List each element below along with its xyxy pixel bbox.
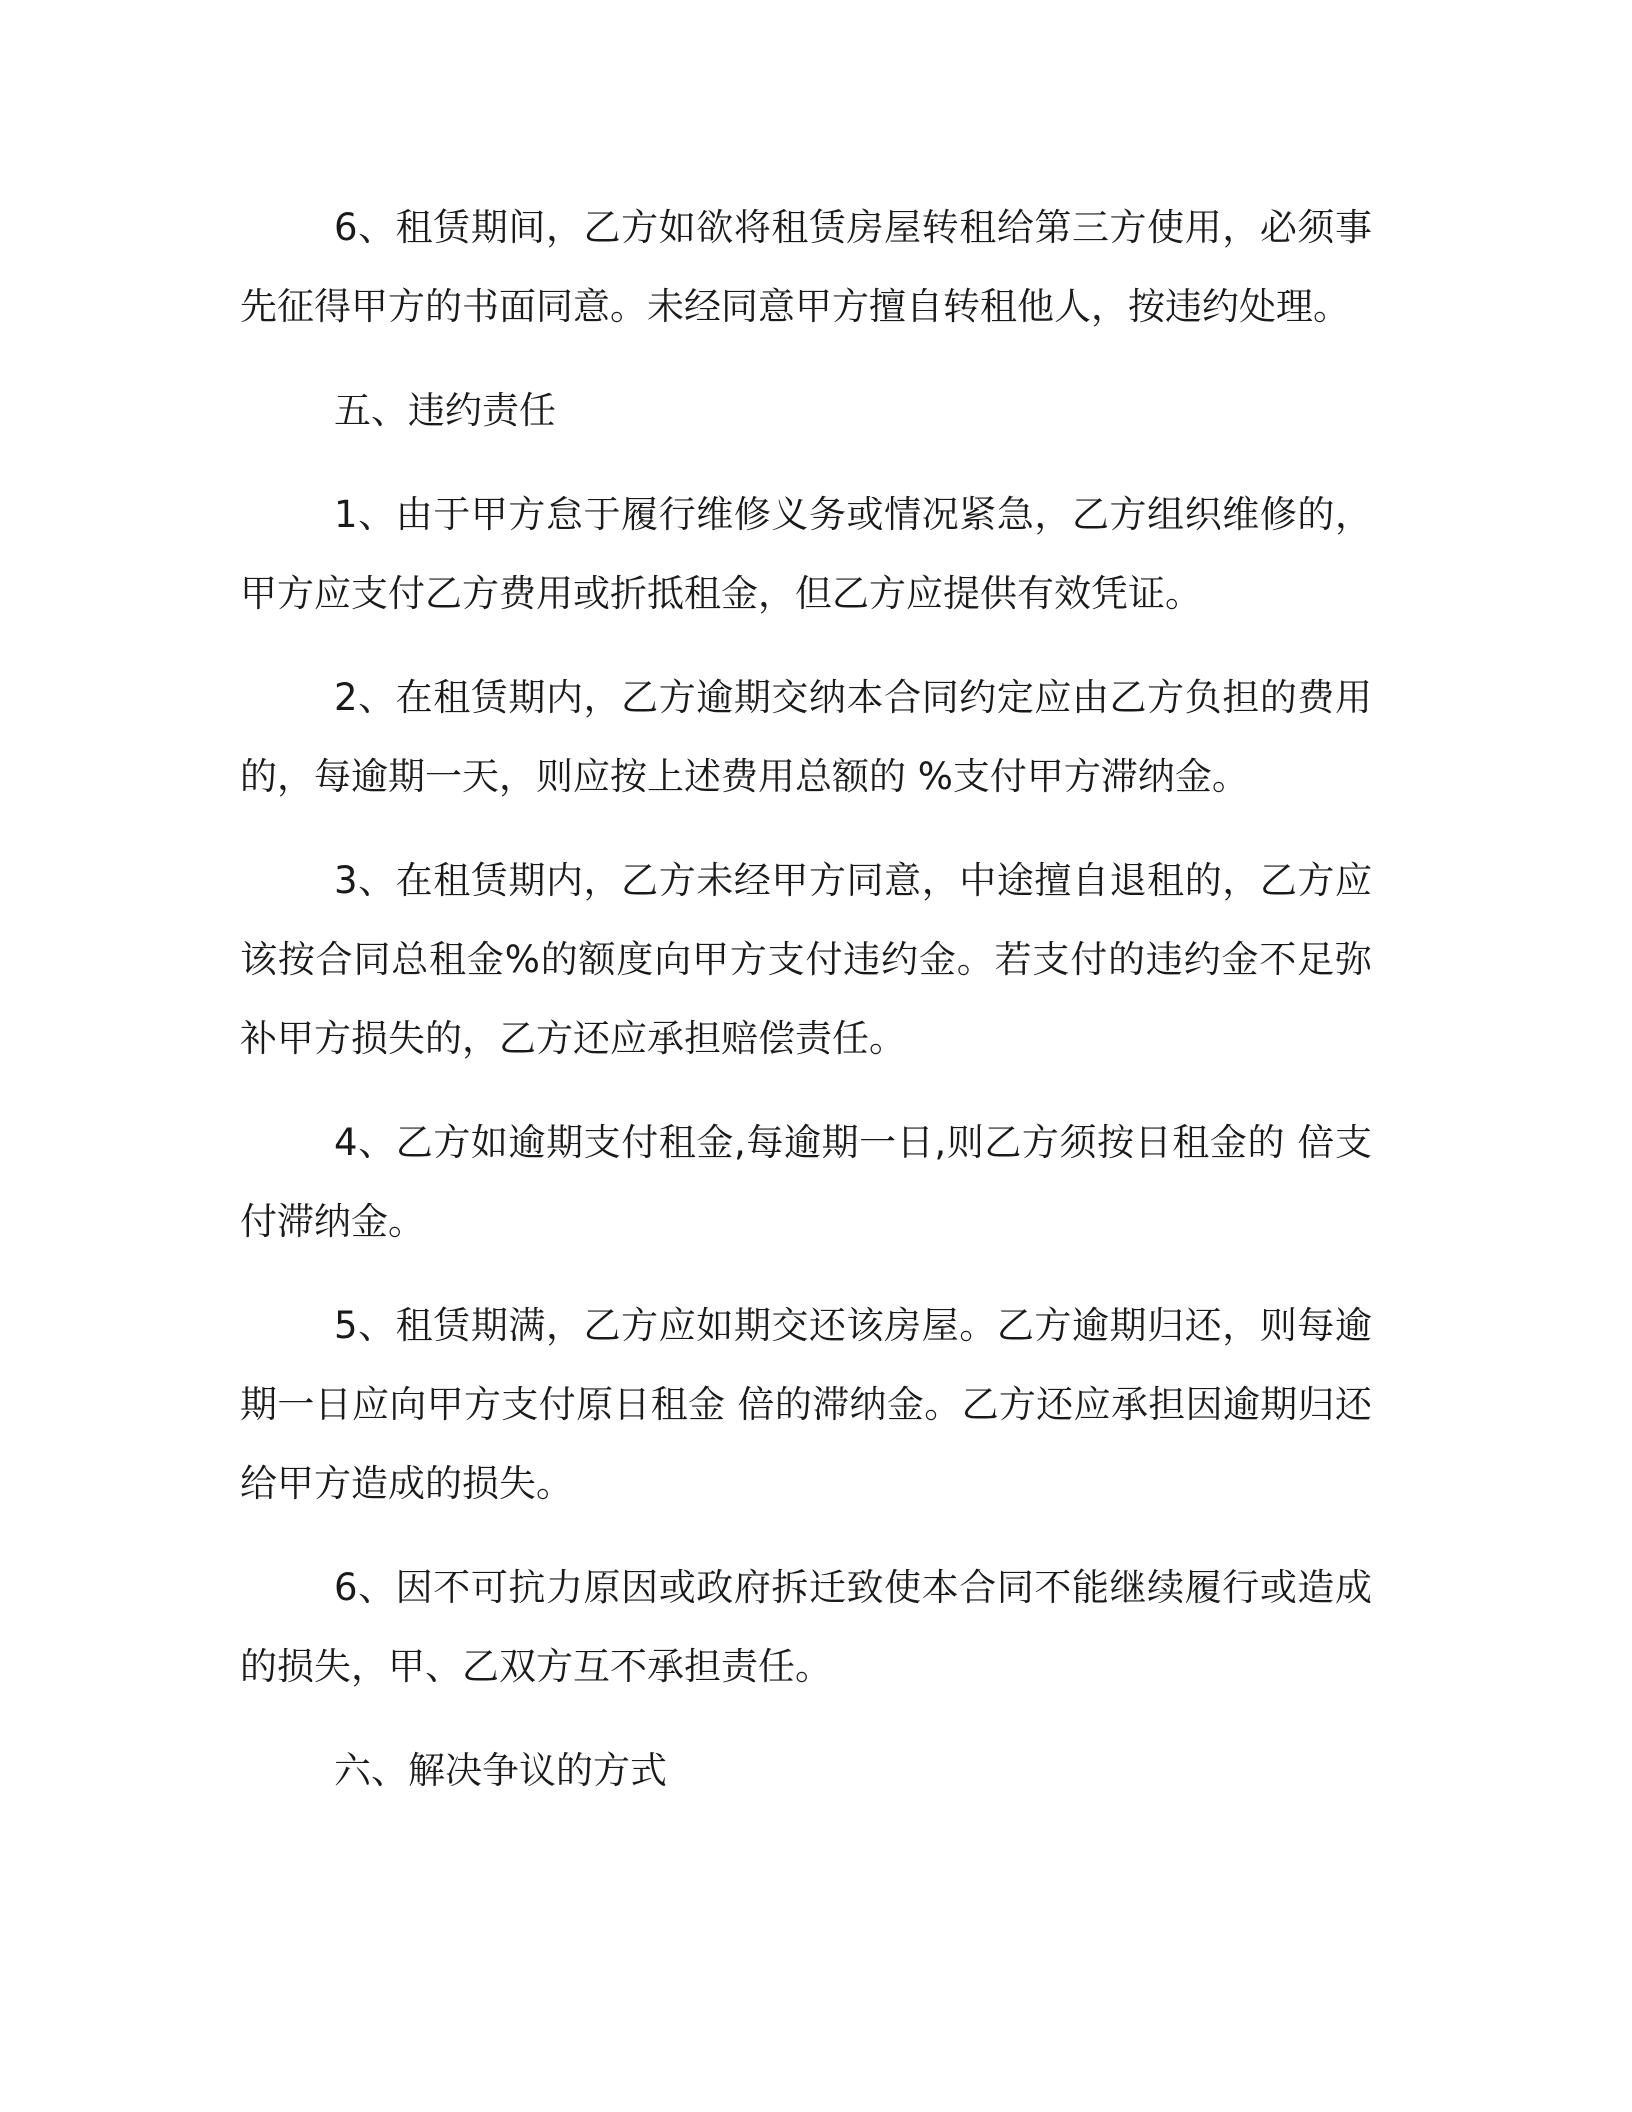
section-5-heading: 五、违约责任 [334, 389, 556, 432]
clause-5-1-paragraph: 1、由于甲方怠于履行维修义务或情况紧急，乙方组织维修的，甲方应支付乙方费用或折抵租金，但乙方应提供有效凭证。 [240, 493, 1372, 615]
clause-5-3-paragraph: 3、在租赁期内，乙方未经甲方同意，中途擅自退租的，乙方应该按合同总租金%的额度向甲方支付违约金。若支付的违约金不足弥补甲方损失的，乙方还应承担赔偿责任。 [240, 859, 1372, 1060]
document-body [240, 188, 1372, 1835]
clause-5-2-paragraph: 2、在租赁期内，乙方逾期交纳本合同约定应由乙方负担的费用的，每逾期一天，则应按上述费用总额的 %支付甲方滞纳金。 [240, 676, 1372, 798]
clause-4-6-paragraph: 6、租赁期间，乙方如欲将租赁房屋转租给第三方使用，必须事先征得甲方的书面同意。未经同意甲方擅自转租他人，按违约处理。 [240, 206, 1372, 328]
clause-5-6-paragraph: 6、因不可抗力原因或政府拆迁致使本合同不能继续履行或造成的损失，甲、乙双方互不承担责任。 [240, 1566, 1372, 1688]
section-6-heading: 六、解决争议的方式 [334, 1749, 667, 1792]
clause-5-5-paragraph: 5、租赁期满，乙方应如期交还该房屋。乙方逾期归还，则每逾期一日应向甲方支付原日租金 倍的滞纳金。乙方还应承担因逾期归还给甲方造成的损失。 [240, 1304, 1372, 1505]
clause-5-4-paragraph: 4、乙方如逾期支付租金,每逾期一日,则乙方须按日租金的 倍支付滞纳金。 [240, 1121, 1372, 1243]
